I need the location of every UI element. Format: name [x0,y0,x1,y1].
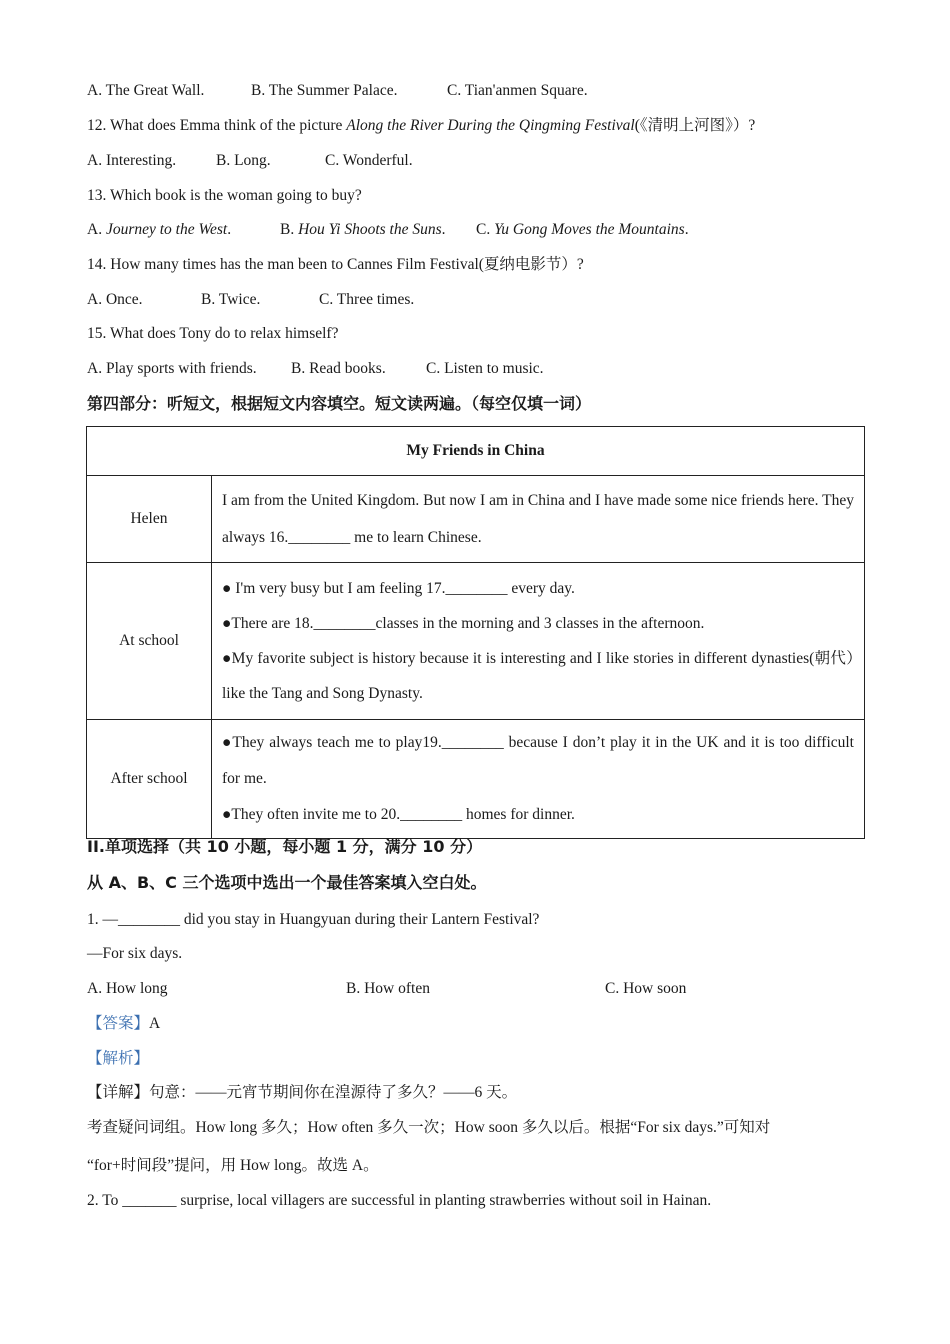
mc1-option-c: C. How soon [605,980,687,997]
after-school-line-2: ●They often invite me to 20.________ homes for dinner. [222,806,575,823]
q14-option-b: B. Twice. [201,291,261,308]
q14-option-c: C. Three times. [319,291,415,308]
mc1-options [87,979,686,999]
q12-options [87,151,413,171]
at-school-line-2: ●There are 18.________classes in the morning and 3 classes in the afternoon. [222,615,705,632]
q13-option-b-letter: B. [280,221,299,238]
mc1-answer [87,1014,160,1034]
q13-option-a [87,220,280,240]
q13-option-a-letter: A. [87,221,106,238]
mc1-explain-2: “for+时间段”提问，用 How long。故选 A。 [87,1157,379,1174]
analysis-tag: 【解析】 [87,1050,150,1067]
detail-text: 句意：——元宵节期间你在湟源待了多久？——6 天。 [149,1084,518,1101]
q13-option-a-title: Journey to the West [105,221,228,238]
q11-option-a: A. The Great Wall. [87,82,205,99]
friends-table [86,426,865,839]
table-row-after-school [87,720,865,839]
q13-option-b-title: Hou Yi Shoots the Suns [298,221,442,238]
q15-option-b: B. Read books. [291,360,386,377]
table-title-row [87,427,865,476]
q13-option-a-end: . [227,221,232,238]
section2-heading: II.单项选择（共 10 小题，每小题 1 分，满分 10 分） [87,837,483,856]
q12-option-b: B. Long. [216,152,271,169]
q12-stem-title: Along the River During the Qingming Festival [346,117,635,134]
row-label-at-school: At school [87,563,212,720]
q13-option-c-end: . [684,221,689,238]
q11-options [87,81,588,101]
mc1-stem: 1. —________ did you stay in Huangyuan during their Lantern Festival? [87,911,540,928]
answer-tag: 【答案】 [87,1015,150,1032]
answer-value: A [149,1015,161,1032]
q14-options [87,290,414,310]
q13-stem: 13. Which book is the woman going to buy? [87,187,362,204]
mc1-option-b: B. How often [346,980,430,997]
helen-line-1: I am from the United Kingdom. But now I am in China and I have made some nice friends here. They always 16.________ me to learn Chinese. [222,492,854,546]
q15-option-c: C. Listen to music. [426,360,544,377]
q15-options [87,359,544,379]
row-body-after-school [212,720,865,839]
detail-tag: 【详解】 [87,1084,150,1101]
q15-stem: 15. What does Tony do to relax himself? [87,325,339,342]
q11-option-c: C. Tian'anmen Square. [447,82,588,99]
q13-option-b-end: . [441,221,446,238]
section2-instruction: 从 A、B、C 三个选项中选出一个最佳答案填入空白处。 [87,873,487,892]
q14-option-a: A. Once. [87,291,143,308]
q13-option-c-letter: C. [476,221,495,238]
at-school-line-3: ●My favorite subject is history because it is interesting and I like stories in different dynasties(朝代）like the Tang and Song Dynasty. [222,650,854,702]
mc1-detail [87,1083,517,1103]
q13-option-b [280,220,476,240]
row-body-helen [212,476,865,563]
q14-stem: 14. How many times has the man been to Cannes Film Festival(夏纳电影节）? [87,256,584,273]
row-label-helen: Helen [87,476,212,563]
table-title: My Friends in China [87,427,865,476]
q12-stem-pre: 12. What does Emma think of the picture [87,117,347,134]
q12-option-c: C. Wonderful. [325,152,413,169]
row-label-after-school: After school [87,720,212,839]
q13-option-c-title: Yu Gong Moves the Mountains [494,221,685,238]
mc1-option-a: A. How long [87,980,168,997]
q15-option-a: A. Play sports with friends. [87,360,257,377]
part4-heading: 第四部分：听短文，根据短文内容填空。短文读两遍。（每空仅填一词） [87,394,592,413]
q13-option-c [476,220,689,240]
row-body-at-school [212,563,865,720]
table-row-at-school [87,563,865,720]
mc1-explain-1: 考查疑问词组。How long 多久；How often 多久一次；How soon 多久以后。根据“For six days.”可知对 [87,1119,771,1136]
q12-option-a: A. Interesting. [87,152,177,169]
q12-stem [87,116,755,136]
q12-stem-post: (《清明上河图》）? [634,117,756,134]
q13-options [87,220,689,240]
q11-option-b: B. The Summer Palace. [251,82,398,99]
table-row-helen [87,476,865,563]
mc2-stem: 2. To _______ surprise, local villagers are successful in planting strawberries without soil in Hainan. [87,1192,712,1209]
after-school-line-1: ●They always teach me to play19.________ because I don’t play it in the UK and it is too difficult for me. [222,734,854,787]
mc1-reply: —For six days. [87,945,183,962]
at-school-line-1: ● I'm very busy but I am feeling 17.________ every day. [222,580,575,597]
